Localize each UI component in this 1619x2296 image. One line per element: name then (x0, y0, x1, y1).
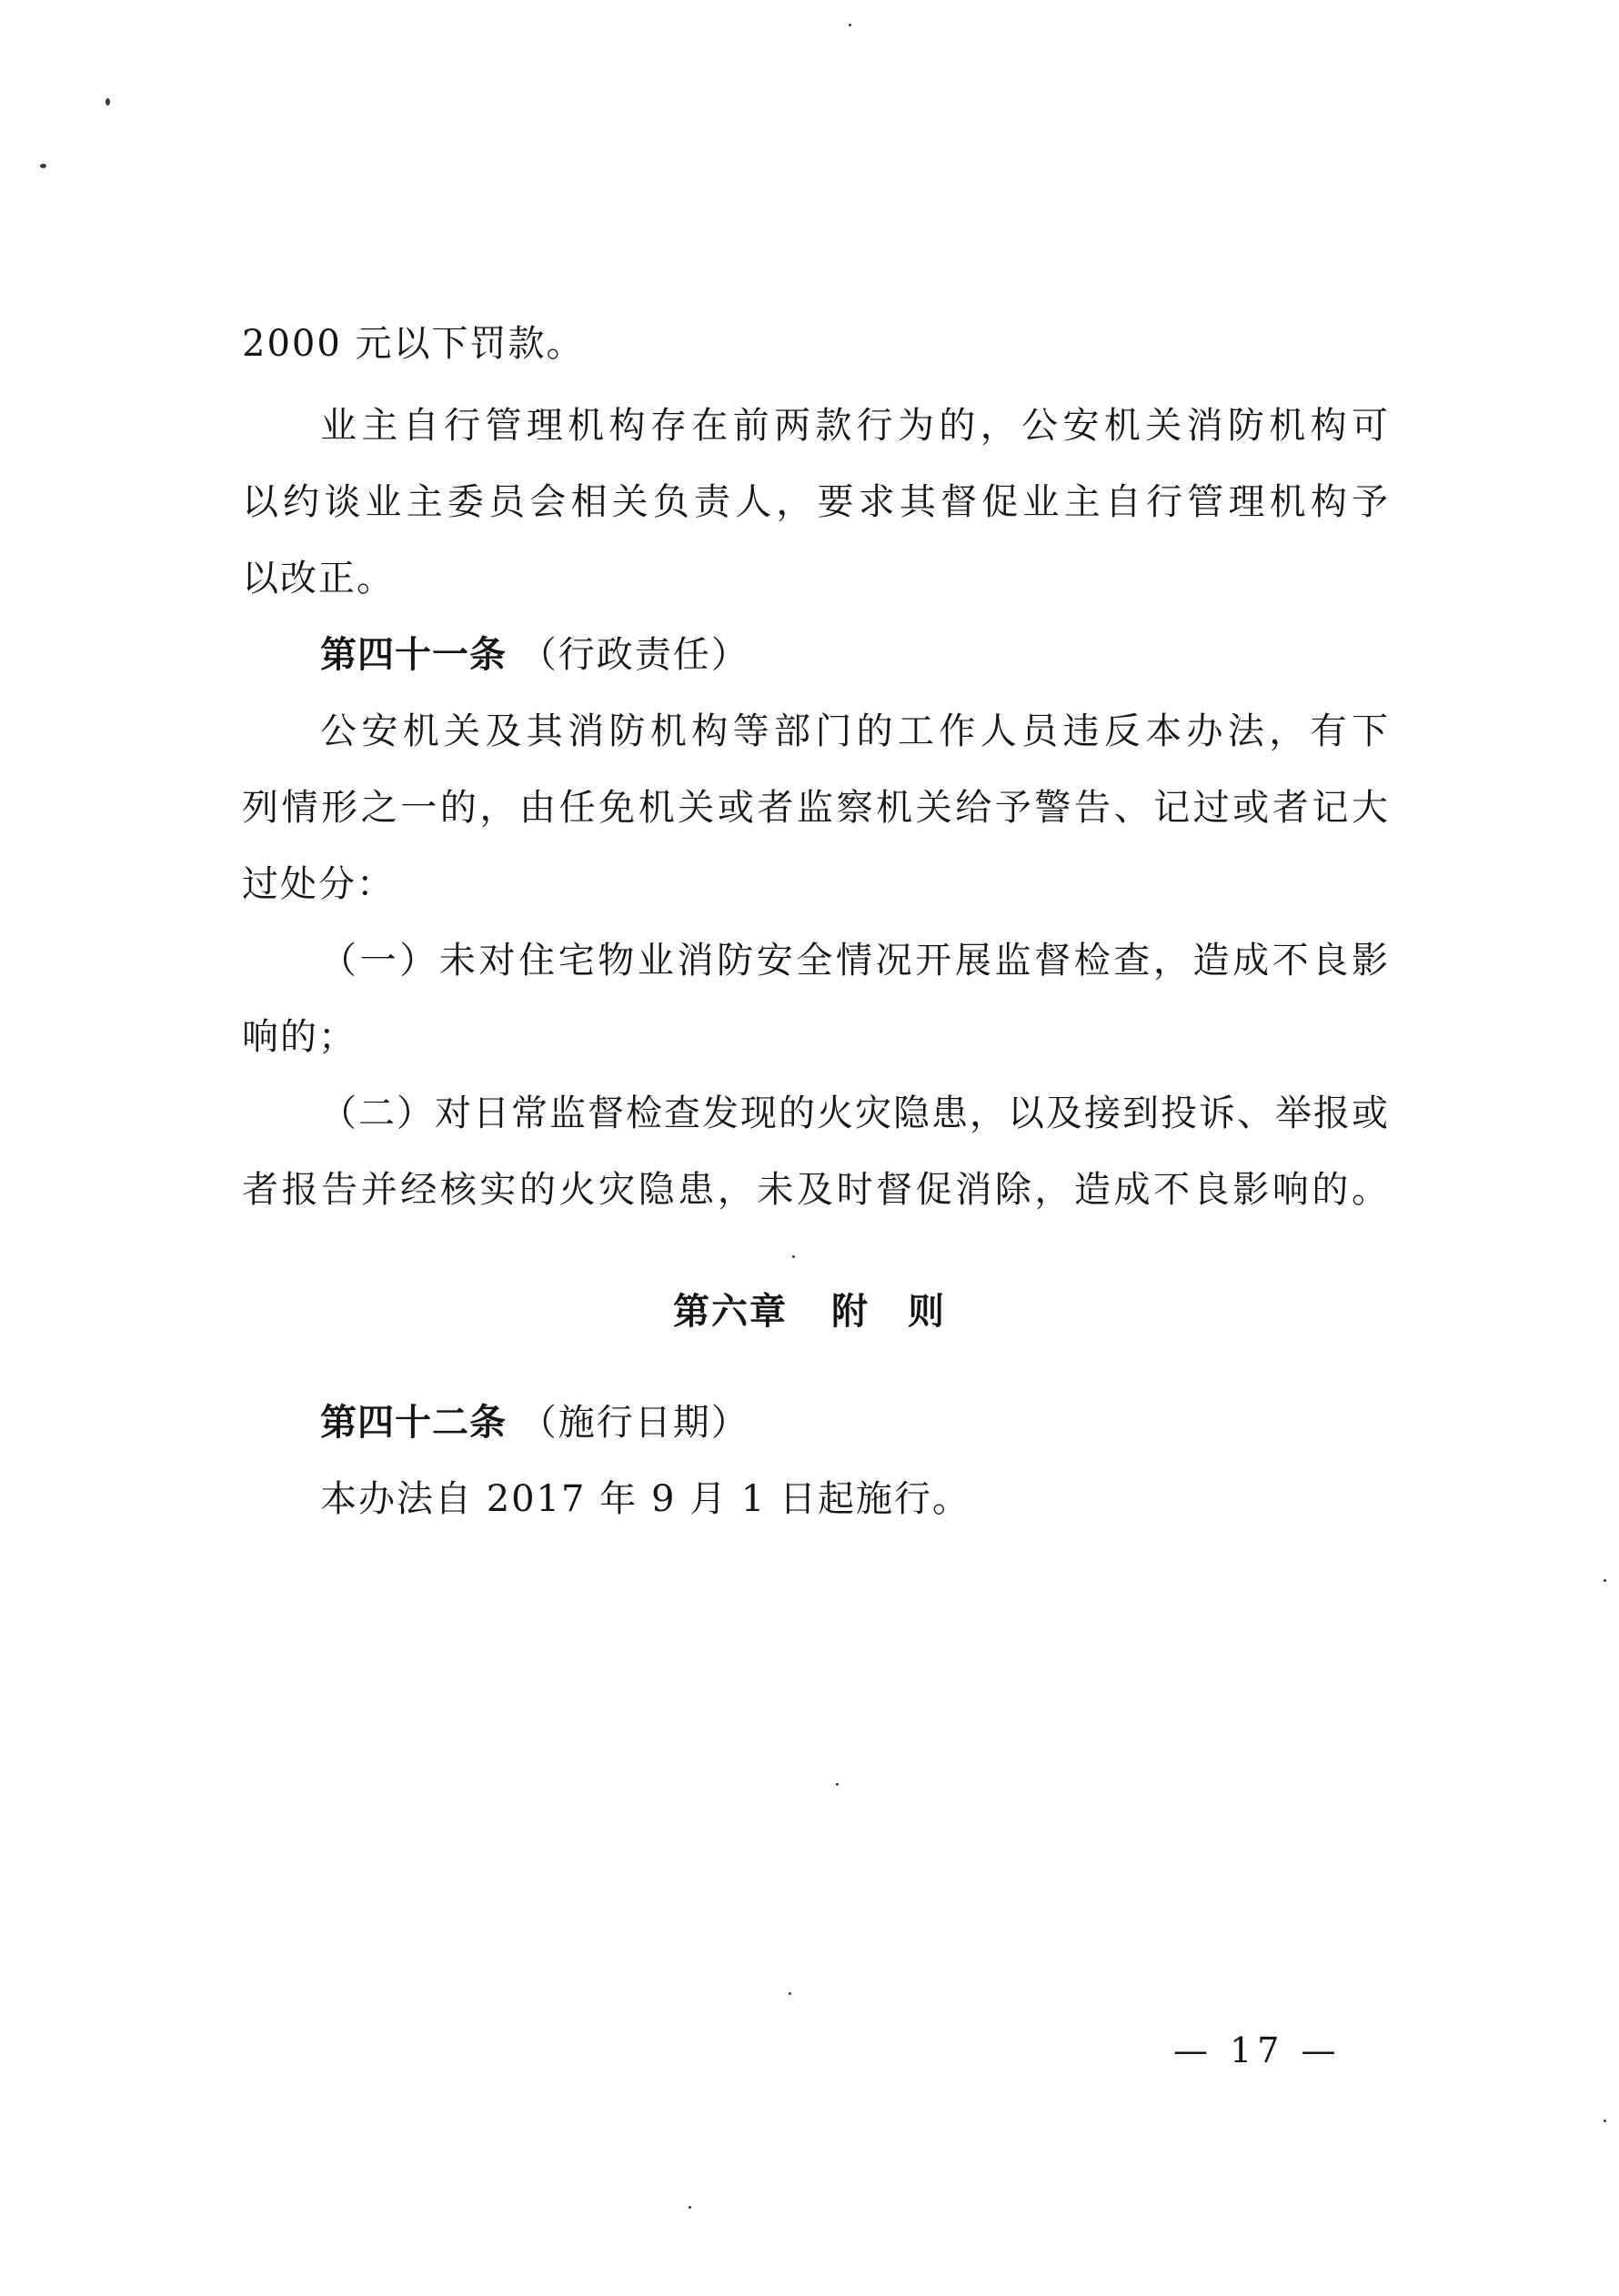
scan-speck (689, 2206, 691, 2209)
text-line: （二）对日常监督检查发现的火灾隐患，以及接到投诉、举报或 (320, 1093, 1390, 1134)
text-line: 2000 元以下罚款。 (242, 323, 585, 365)
text-line: 以约谈业主委员会相关负责人，要求其督促业主自行管理机构予 (242, 481, 1390, 523)
chapter-title: 附 则 (831, 1291, 946, 1333)
scan-speck (789, 1992, 791, 1995)
text-line: 本办法自 2017 年 9 月 1 日起施行。 (320, 1478, 970, 1520)
page-number: — 17 — (1173, 2030, 1342, 2070)
chapter-heading (0, 1286, 1619, 1337)
text-line: 列情形之一的，由任免机关或者监察机关给予警告、记过或者记大 (242, 787, 1390, 829)
article-41-number: 第四十一条 (320, 634, 507, 676)
text-line: 响的； (242, 1016, 357, 1058)
scan-speck (849, 24, 851, 26)
scan-speck (836, 1783, 839, 1786)
text-line: 以改正。 (242, 558, 395, 599)
text-line: 公安机关及其消防机构等部门的工作人员违反本办法，有下 (320, 710, 1390, 752)
scan-speck (1604, 1579, 1606, 1582)
scan-speck (106, 98, 110, 106)
article-42-number: 第四十二条 (320, 1402, 507, 1444)
scan-speck (1604, 2120, 1606, 2122)
text-line: 业主自行管理机构存在前两款行为的，公安机关消防机构可 (320, 405, 1390, 447)
scan-speck (40, 164, 46, 168)
text-line: 过处分： (242, 863, 395, 905)
scan-speck (792, 1255, 795, 1258)
article-42-title: （施行日期） (519, 1402, 749, 1444)
article-42-heading (320, 1397, 749, 1448)
article-41-heading (320, 629, 749, 680)
article-41-title: （行政责任） (519, 634, 749, 676)
text-line: （一）未对住宅物业消防安全情况开展监督检查，造成不良影 (320, 940, 1390, 982)
text-line: 者报告并经核实的火灾隐患，未及时督促消除，造成不良影响的。 (242, 1169, 1390, 1211)
chapter-number: 第六章 (673, 1291, 788, 1333)
